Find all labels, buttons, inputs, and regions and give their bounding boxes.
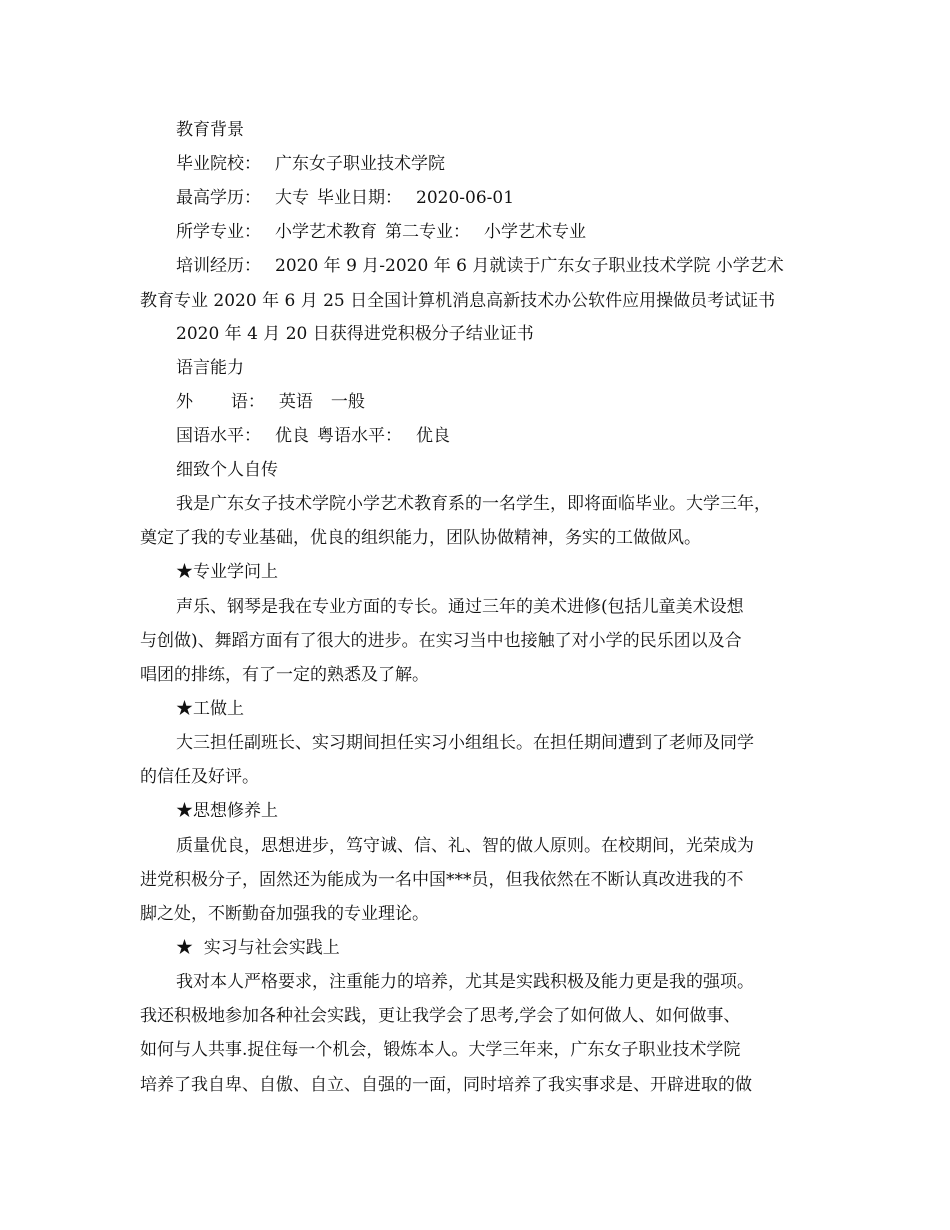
major-value: 小学艺术教育 bbox=[275, 222, 377, 242]
school-label: 毕业院校： bbox=[176, 154, 261, 174]
education-heading-text: 教育背景 bbox=[176, 120, 244, 140]
professional-heading bbox=[176, 555, 866, 589]
major-label: 所学专业： bbox=[176, 222, 261, 242]
second-major-label: 第二专业： bbox=[385, 222, 470, 242]
morality-heading bbox=[176, 794, 866, 828]
foreign-language-row bbox=[176, 385, 866, 419]
foreign-language-level: 一般 bbox=[330, 392, 365, 412]
practice-paragraph-cont-3 bbox=[140, 1068, 830, 1102]
cantonese-label: 粤语水平： bbox=[317, 426, 402, 446]
degree-value: 大专 bbox=[275, 188, 309, 208]
morality-line-2: 进党积极分子，固然还为能成为一名中国***员，但我依然在不断认真改进我的不 bbox=[140, 870, 744, 890]
professional-heading-text: ★专业学问上 bbox=[176, 562, 278, 582]
work-heading-text: ★工做上 bbox=[176, 699, 244, 719]
practice-line-4: 培养了我自卑、自傲、自立、自强的一面，同时培养了我实事求是、开辟进取的做 bbox=[140, 1075, 752, 1095]
practice-line-2: 我还积极地参加各种社会实践，更让我学会了思考,学会了如何做人、如何做事、 bbox=[140, 1006, 741, 1026]
school-value: 广东女子职业技术学院 bbox=[275, 154, 445, 174]
work-paragraph-cont bbox=[140, 760, 830, 794]
training-row-cont-2 bbox=[176, 317, 866, 351]
practice-paragraph-cont bbox=[140, 999, 830, 1033]
autobiography-heading-text: 细致个人自传 bbox=[176, 460, 278, 480]
morality-paragraph-cont bbox=[140, 863, 830, 897]
school-row bbox=[176, 147, 866, 181]
work-line-1: 大三担任副班长、实习期间担任实习小组组长。在担任期间遭到了老师及同学 bbox=[176, 733, 754, 753]
professional-line-3: 唱团的排练，有了一定的熟悉及了解。 bbox=[140, 665, 429, 685]
education-heading bbox=[176, 113, 866, 147]
training-row bbox=[176, 249, 866, 283]
foreign-language-value: 英语 bbox=[278, 392, 313, 412]
grad-date-label: 毕业日期： bbox=[317, 188, 402, 208]
practice-paragraph-cont-2 bbox=[140, 1033, 830, 1067]
professional-line-1: 声乐、钢琴是我在专业方面的专长。通过三年的美术进修(包括儿童美术设想 bbox=[176, 597, 744, 617]
intro-line-2: 奠定了我的专业基础，优良的组织能力，团队协做精神，务实的工做做风。 bbox=[140, 528, 701, 548]
major-row bbox=[176, 215, 866, 249]
practice-heading-text: ★ 实习与社会实践上 bbox=[176, 938, 340, 958]
degree-label: 最高学历： bbox=[176, 188, 261, 208]
practice-paragraph bbox=[176, 965, 866, 999]
training-row-cont bbox=[140, 284, 830, 318]
practice-heading bbox=[176, 931, 866, 965]
professional-line-2: 与创做)、舞蹈方面有了很大的进步。在实习当中也接触了对小学的民乐团以及合 bbox=[140, 631, 742, 651]
intro-paragraph bbox=[176, 487, 866, 521]
morality-heading-text: ★思想修养上 bbox=[176, 801, 278, 821]
intro-line-1: 我是广东女子技术学院小学艺术教育系的一名学生，即将面临毕业。大学三年， bbox=[176, 494, 771, 514]
work-line-2: 的信任及好评。 bbox=[140, 767, 259, 787]
language-heading bbox=[176, 351, 866, 385]
professional-paragraph bbox=[176, 590, 866, 624]
morality-paragraph-cont-2 bbox=[140, 897, 830, 931]
work-paragraph bbox=[176, 726, 866, 760]
training-line-1: 2020 年 9 月-2020 年 6 月就读于广东女子职业技术学院 小学艺术 bbox=[275, 256, 784, 276]
mandarin-value: 优良 bbox=[275, 426, 309, 446]
morality-line-1: 质量优良，思想进步，笃守诚、信、礼、智的做人原则。在校期间，光荣成为 bbox=[176, 836, 754, 856]
morality-line-3: 脚之处，不断勤奋加强我的专业理论。 bbox=[140, 904, 429, 924]
professional-paragraph-cont-2 bbox=[140, 658, 830, 692]
second-major-value: 小学艺术专业 bbox=[484, 222, 586, 242]
dialect-row bbox=[176, 419, 866, 453]
training-line-3: 2020 年 4 月 20 日获得进党积极分子结业证书 bbox=[176, 324, 534, 344]
mandarin-label: 国语水平： bbox=[176, 426, 261, 446]
cantonese-value: 优良 bbox=[416, 426, 450, 446]
language-heading-text: 语言能力 bbox=[176, 358, 244, 378]
training-line-2: 教育专业 2020 年 6 月 25 日全国计算机消息高新技术办公软件应用操做员考试证书 bbox=[140, 291, 776, 311]
training-label: 培训经历： bbox=[176, 256, 261, 276]
practice-line-1: 我对本人严格要求，注重能力的培养，尤其是实践积极及能力更是我的强项。 bbox=[176, 972, 754, 992]
morality-paragraph bbox=[176, 829, 866, 863]
practice-line-3: 如何与人共事.捉住每一个机会，锻炼本人。大学三年来，广东女子职业技术学院 bbox=[140, 1040, 741, 1060]
work-heading bbox=[176, 692, 866, 726]
foreign-language-label: 外 语： bbox=[176, 392, 265, 412]
professional-paragraph-cont bbox=[140, 624, 830, 658]
intro-paragraph-cont bbox=[140, 521, 830, 555]
autobiography-heading bbox=[176, 453, 866, 487]
grad-date-value: 2020-06-01 bbox=[416, 188, 515, 208]
degree-row bbox=[176, 181, 866, 215]
